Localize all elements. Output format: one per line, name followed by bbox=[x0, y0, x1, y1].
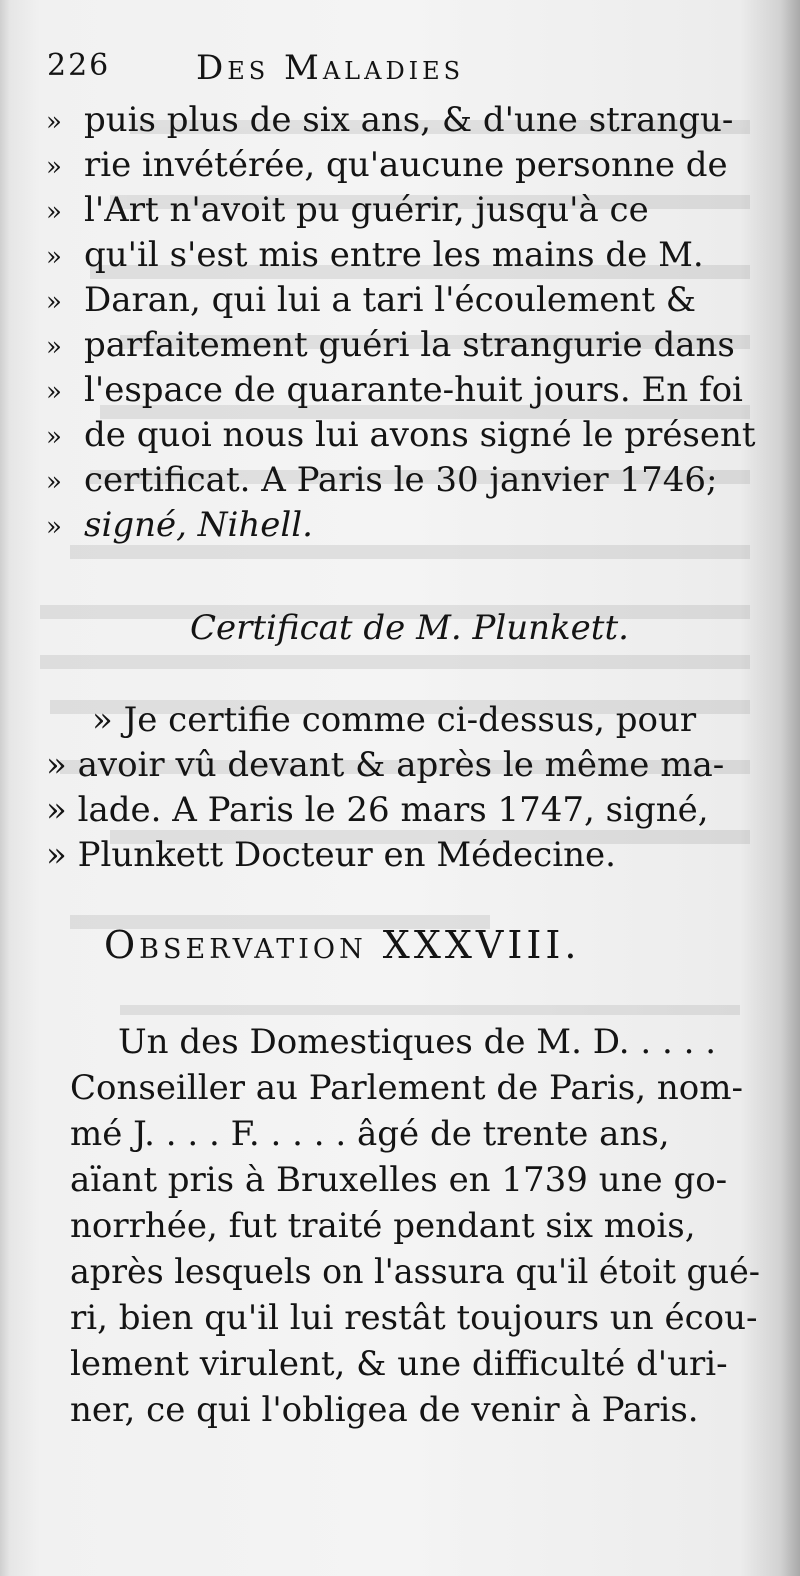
text-line: Un des Domestiques de M. D. . . . . bbox=[118, 1022, 717, 1062]
text-line: Conseiller au Parlement de Paris, nom- bbox=[70, 1068, 743, 1108]
text-line: aïant pris à Bruxelles en 1739 une go- bbox=[70, 1160, 728, 1200]
quote-mark: » bbox=[46, 107, 62, 137]
text-line: l'espace de quarante-huit jours. En foi bbox=[84, 370, 743, 410]
text-line: ri, bien qu'il lui restât toujours un écou- bbox=[70, 1298, 758, 1338]
text-line: lement virulent, & une difficulté d'uri- bbox=[70, 1344, 728, 1384]
text-line: puis plus de six ans, & d'une strangu- bbox=[84, 100, 734, 140]
quote-mark: » bbox=[46, 332, 62, 362]
text-line: après lesquels on l'assura qu'il étoit gué- bbox=[70, 1252, 761, 1291]
text-line: qu'il s'est mis entre les mains de M. bbox=[84, 235, 704, 275]
quote-mark: » bbox=[46, 197, 62, 227]
text-line: » lade. A Paris le 26 mars 1747, signé, bbox=[46, 790, 709, 830]
text-line: l'Art n'avoit pu guérir, jusqu'à ce bbox=[84, 190, 649, 230]
observation-heading: Observation XXXVIII. bbox=[104, 923, 581, 967]
text-line: de quoi nous lui avons signé le présent bbox=[84, 415, 756, 455]
quote-mark: » bbox=[46, 512, 62, 542]
certificate-heading: Certificat de M. Plunkett. bbox=[190, 608, 629, 648]
quote-mark: » bbox=[46, 422, 62, 452]
text-line: » Plunkett Docteur en Médecine. bbox=[46, 835, 616, 875]
quote-mark: » bbox=[46, 152, 62, 182]
quote-mark: » bbox=[46, 467, 62, 497]
text-line: norrhée, fut traité pendant six mois, bbox=[70, 1206, 696, 1246]
text-line-signature: signé, Nihell. bbox=[84, 505, 313, 545]
text-line: ner, ce qui l'obligea de venir à Paris. bbox=[70, 1390, 699, 1430]
quote-mark: » bbox=[46, 242, 62, 272]
text-line: Daran, qui lui a tari l'écoulement & bbox=[84, 280, 697, 320]
quote-mark: » bbox=[46, 287, 62, 317]
text-line: rie invétérée, qu'aucune personne de bbox=[84, 145, 728, 185]
quote-mark: » bbox=[46, 377, 62, 407]
text-line: » avoir vû devant & après le même ma- bbox=[46, 745, 725, 785]
text-line: » Je certifie comme ci-dessus, pour bbox=[92, 700, 697, 740]
page-number: 226 bbox=[47, 48, 111, 83]
running-title: Des Maladies bbox=[196, 48, 465, 88]
text-line: mé J. . . . F. . . . . âgé de trente ans, bbox=[70, 1114, 670, 1154]
text-line: parfaitement guéri la strangurie dans bbox=[84, 325, 735, 365]
text-line: certificat. A Paris le 30 janvier 1746; bbox=[84, 460, 718, 500]
